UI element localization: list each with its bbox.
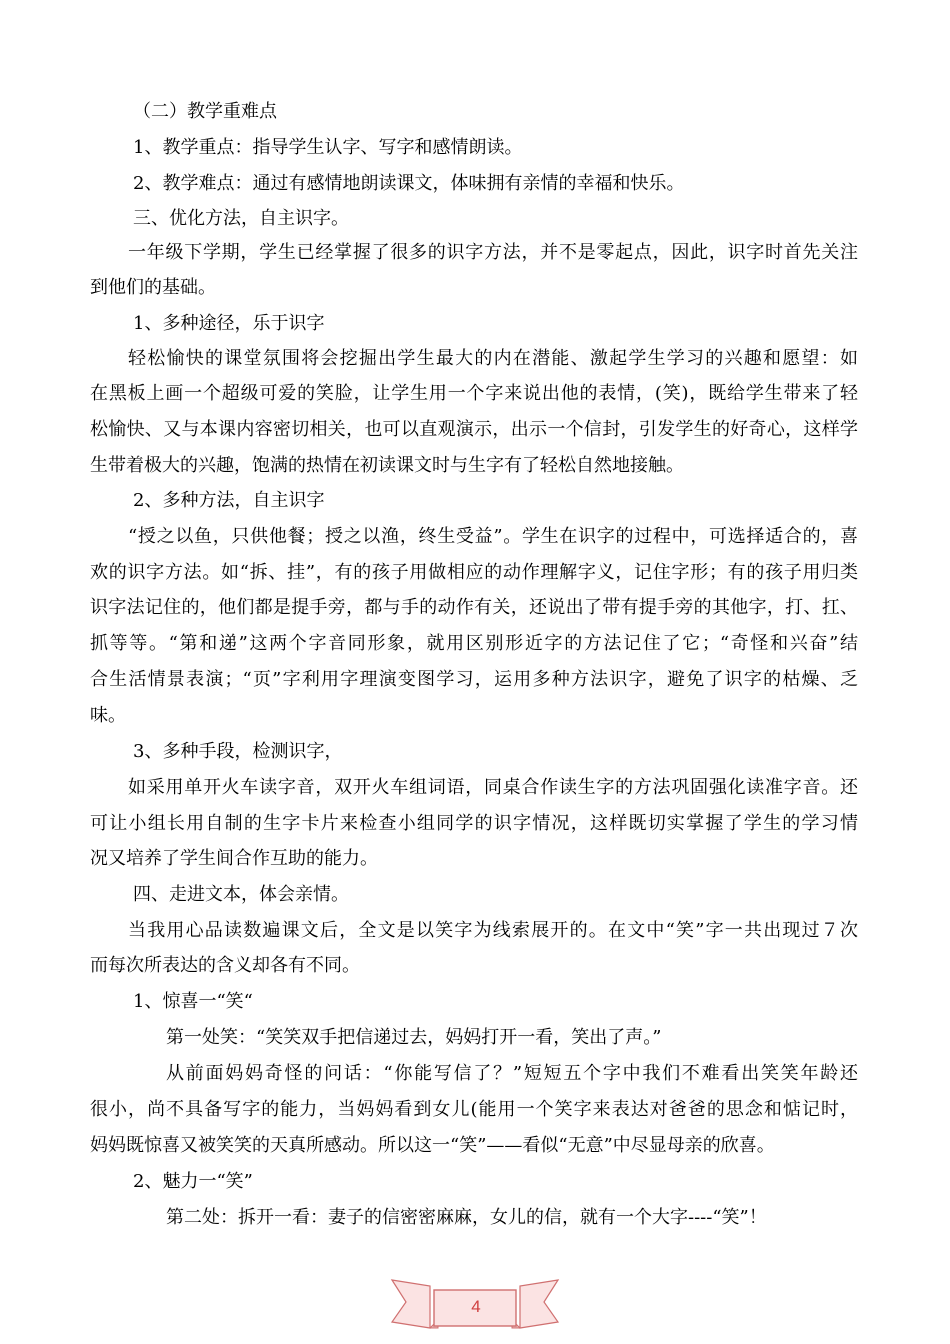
subsection-heading: 2、魅力一“笑” <box>133 1171 253 1192</box>
subsection-heading: 3、多种手段，检测识字， <box>133 741 343 762</box>
page-number: 4 <box>471 1297 481 1316</box>
text-line: 一年级下学期，学生已经掌握了很多的识字方法，并不是零起点，因此，识字时首先关注 <box>128 242 858 263</box>
text-line: 抓等等。“第和递”这两个字音同形象，就用区别形近字的方法记住了它；“奇怪和兴奋”结 <box>90 633 858 654</box>
text-line: 轻松愉快的课堂氛围将会挖掘出学生最大的内在潜能、激起学生学习的兴趣和愿望：如 <box>128 348 858 369</box>
text-line: 从前面妈妈奇怪的问话：“你能写信了？”短短五个字中我们不难看出笑笑年龄还 <box>166 1063 858 1084</box>
text-line: 而每次所表达的含义却各有不同。 <box>90 955 360 976</box>
text-line: 第二处：拆开一看：妻子的信密密麻麻，女儿的信，就有一个大字----“笑”！ <box>166 1207 767 1228</box>
text-line: 欢的识字方法。如“拆、挂”，有的孩子用做相应的动作理解字义，记住字形；有的孩子用归类 <box>90 562 858 583</box>
text-line: “授之以鱼，只供他餐；授之以渔，终生受益”。学生在识字的过程中，可选择适合的，喜 <box>128 526 858 547</box>
text-line: 到他们的基础。 <box>90 277 216 298</box>
text-line: 味。 <box>90 705 126 726</box>
text-line: 2、教学难点：通过有感情地朗读课文，体味拥有亲情的幸福和快乐。 <box>133 173 685 194</box>
text-line: 很小，尚不具备写字的能力，当妈妈看到女儿(能用一个笑字来表达对爸爸的思念和惦记时， <box>90 1099 858 1120</box>
text-line: 生带着极大的兴趣，饱满的热情在初读课文时与生字有了轻松自然地接触。 <box>90 455 684 476</box>
page-footer <box>390 1272 560 1334</box>
section-heading: 四、走进文本，体会亲情。 <box>133 884 349 905</box>
text-line: 况又培养了学生间合作互助的能力。 <box>90 848 378 869</box>
subsection-heading: 2、多种方法，自主识字 <box>133 490 325 511</box>
text-line: 识字法记住的，他们都是提手旁，都与手的动作有关，还说出了带有提手旁的其他字，打、扛、 <box>90 597 858 618</box>
text-line: 可让小组长用自制的生字卡片来检查小组同学的识字情况，这样既切实掌握了学生的学习情 <box>90 813 858 834</box>
section-heading: 三、优化方法，自主识字。 <box>133 208 349 229</box>
text-line: 1、教学重点：指导学生认字、写字和感情朗读。 <box>133 137 523 158</box>
text-line: 在黑板上画一个超级可爱的笑脸，让学生用一个字来说出他的表情，(笑)，既给学生带来了轻 <box>90 383 858 404</box>
subsection-heading: 1、多种途径，乐于识字 <box>133 313 325 334</box>
section-heading: （二）教学重难点 <box>133 101 277 122</box>
text-line: 当我用心品读数遍课文后，全文是以笑字为线索展开的。在文中“笑”字一共出现过７次 <box>128 920 858 941</box>
text-line: 如采用单开火车读字音，双开火车组词语，同桌合作读生字的方法巩固强化读准字音。还 <box>128 777 858 798</box>
text-line: 合生活情景表演；“页”字利用字理演变图学习，运用多种方法识字，避免了识字的枯燥、乏 <box>90 669 858 690</box>
text-line: 松愉快、又与本课内容密切相关，也可以直观演示，出示一个信封，引发学生的好奇心，这样学 <box>90 419 858 440</box>
text-line: 第一处笑：“笑笑双手把信递过去，妈妈打开一看，笑出了声。” <box>166 1027 662 1048</box>
subsection-heading: 1、惊喜一“笑“ <box>133 991 253 1012</box>
text-line: 妈妈既惊喜又被笑笑的天真所感动。所以这一“笑”——看似“无意”中尽显母亲的欣喜。 <box>90 1135 775 1156</box>
